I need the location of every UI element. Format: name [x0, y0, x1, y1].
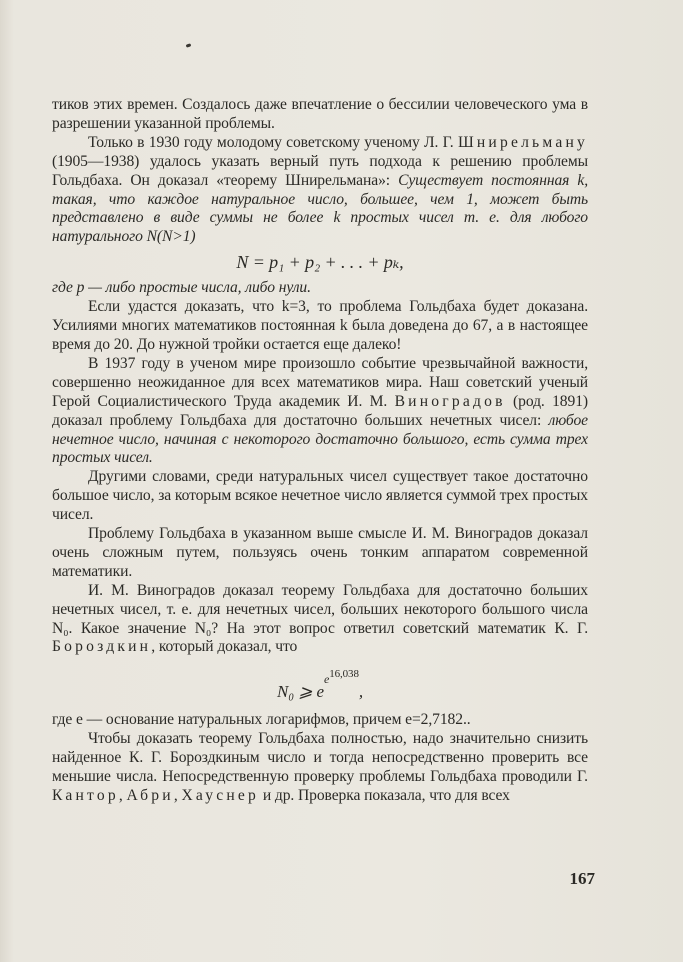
page-number: 167 [569, 869, 595, 888]
paragraph-verification [52, 730, 588, 806]
name-borozdkin: Бороздкин [52, 638, 152, 656]
formula-bound [52, 657, 588, 709]
paragraph-shnirelman [52, 134, 588, 247]
text-run: И. М. Виноградов доказал теорему Гольдбаха для достаточно больших нечетных чисел, т. е. для нечетных чисел, больших некоторого большого числа N₀. Какое значение N₀? На этот вопрос ответил советский математик К. Г. [52, 581, 588, 637]
ink-speck [186, 43, 192, 48]
formula-sum: N = p₁ + p₂ + . . . + pₖ, [236, 252, 404, 273]
text-run: Только в 1930 году молодому советскому ученому Л. Г. [88, 133, 458, 151]
paragraph-k3: Если удастся доказать, что k=3, то проблема Гольдбаха будет доказана. Усилиями многих математиков постоянная k была доведена до 67, а в настоящее время до 20. До нужной тройки остается еще далеко! [52, 298, 588, 353]
name-kantor: Кантор [52, 787, 119, 804]
name-abri: Абри [126, 787, 174, 804]
paragraph-1937 [52, 355, 588, 468]
text-run: Чтобы доказать теорему Гольдбаха полностью, надо значительно снизить найденное К. Г. Бороздкиным число и тогда непосредственно проверить все меньшие числа. Непосредственную проверку проблемы Гольдбаха проводили Г. [52, 730, 588, 786]
text-run: , который доказал, что [151, 638, 298, 656]
paragraph-continuation: тиков этих времен. Создалось даже впечатление о бессилии человеческого ума в разрешении указанной проблемы. [52, 96, 588, 132]
text-run: , [173, 787, 182, 804]
vinogradov-statement: любое нечетное число, начиная с некоторого достаточно большого, есть сумма трех простых чисел. [52, 411, 588, 467]
name-shnirelman: Шнирельману [457, 133, 588, 151]
formula-note: где p — либо простые числа, либо нули. [52, 279, 311, 297]
paragraph-vinogradov-proof [52, 582, 588, 658]
paragraph-other-words: Другими словами, среди натуральных чисел существует такое достаточно большое число, за которым всякое нечетное число является суммой трех простых чисел. [52, 468, 588, 524]
text-run: (род. 1891) доказал проблему Гольдбаха для достаточно больших нечетных чисел: [52, 392, 588, 429]
formula-bound-base: N₀ ⩾ e [277, 682, 324, 702]
name-hausner: Хауснер [181, 787, 260, 804]
formula-exponent: e [323, 672, 330, 687]
theorem-statement: Существует постоянная k, такая, что каждое натуральное число, большее, чем 1, может быть представлено в виде суммы не более k простых чисел т. е. для любого натурального N(N>1) [52, 171, 588, 246]
formula-bound-end: , [358, 682, 363, 702]
paragraph-problem: Проблему Гольдбаха в указанном выше смысле И. М. Виноградов доказал очень сложным путем, пользуясь очень тонким аппаратом современной математики. [52, 525, 588, 580]
text-run: (1905—1938) удалось указать верный путь подхода к решению проблемы Гольдбаха. Он доказал «теорему Шнирельмана»: [52, 152, 588, 189]
text-run: и др. Проверка показала, что для всех [259, 787, 510, 804]
name-vinogradov: Виноградов [394, 392, 506, 410]
paragraph-where-e: где e — основание натуральных логарифмов, причем e=2,7182.. [52, 711, 471, 729]
formula-exponent-exponent: 16,038 [329, 668, 359, 681]
text-run: , [118, 787, 127, 804]
page-body [52, 96, 588, 806]
paragraph-where-p [52, 279, 588, 298]
text-run: В 1937 году в ученом мире произошло событие чрезвычайной важности, совершенно неожиданное для всех математиков мира. Наш советский ученый Герой Социалистического Труда академик И. М. [52, 354, 588, 410]
